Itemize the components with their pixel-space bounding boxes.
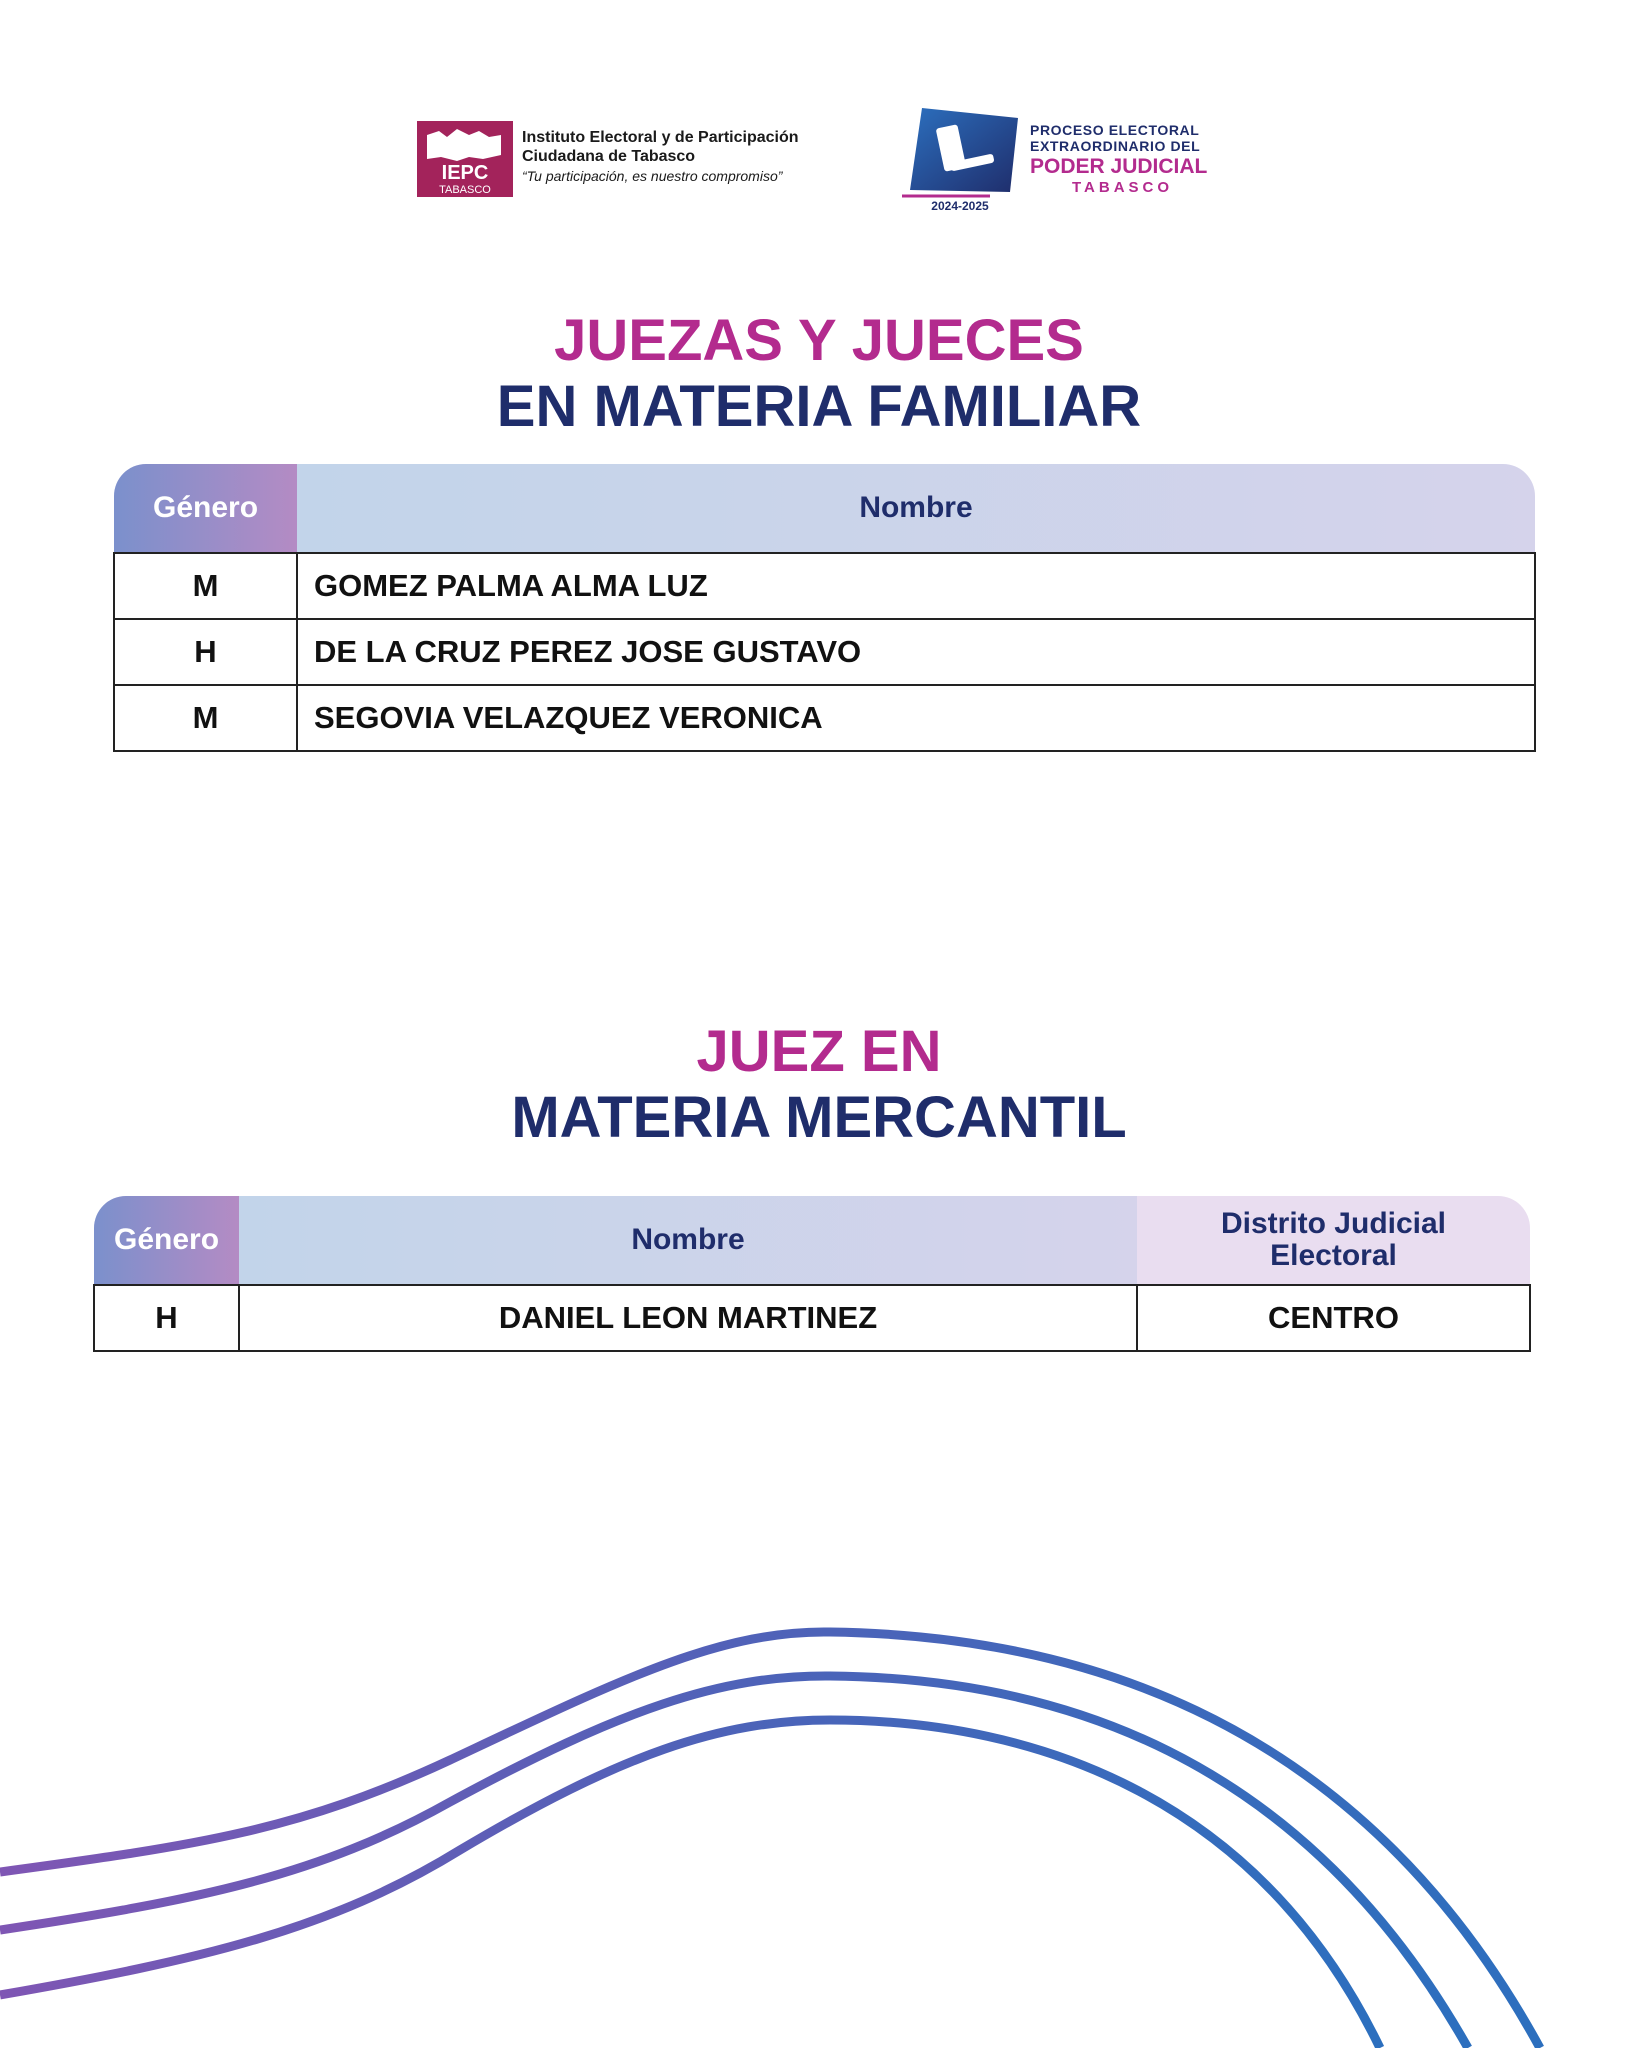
section2-title-line2: MATERIA MERCANTIL — [511, 1085, 1127, 1150]
iepc-badge-text: IEPC — [441, 162, 489, 184]
column-header-nombre: Nombre — [239, 1196, 1137, 1285]
table-row — [114, 619, 1535, 685]
cell-genero: H — [94, 1285, 239, 1351]
table-header-row — [94, 1196, 1530, 1285]
cell-distrito: CENTRO — [1137, 1285, 1530, 1351]
cell-nombre: SEGOVIA VELAZQUEZ VERONICA — [297, 685, 1535, 751]
iepc-slogan: “Tu participación, es nuestro compromiso” — [522, 168, 783, 184]
column-header-distrito-line1: Distrito Judicial — [1220, 1207, 1447, 1240]
section1-title-line2: EN MATERIA FAMILIAR — [496, 374, 1142, 439]
section1-title-line1: JUEZAS Y JUECES — [554, 308, 1084, 373]
process-line3: PODER JUDICIAL — [1030, 155, 1208, 178]
column-header-nombre: Nombre — [297, 464, 1535, 553]
column-header-distrito — [1137, 1196, 1530, 1285]
table-header-row — [114, 464, 1535, 553]
familiar-judges-table — [113, 464, 1536, 752]
process-name — [1030, 122, 1270, 196]
table-row — [114, 553, 1535, 619]
column-header-distrito-line2: Electoral — [1270, 1239, 1397, 1272]
gavel-logo — [900, 104, 1032, 214]
table-row — [94, 1285, 1530, 1351]
wave-line-1 — [0, 1632, 1540, 2048]
cell-genero: M — [114, 553, 297, 619]
iepc-name-line1: Instituto Electoral y de Participación — [522, 129, 799, 146]
cell-nombre: GOMEZ PALMA ALMA LUZ — [297, 553, 1535, 619]
section2-title — [0, 1019, 1638, 1151]
mercantil-judge-table — [93, 1196, 1531, 1352]
column-header-genero: Género — [94, 1196, 239, 1285]
cell-genero: M — [114, 685, 297, 751]
cell-nombre: DE LA CRUZ PEREZ JOSE GUSTAVO — [297, 619, 1535, 685]
iepc-name-line2: Ciudadana de Tabasco — [522, 148, 696, 165]
cell-nombre: DANIEL LEON MARTINEZ — [239, 1285, 1137, 1351]
process-line1: PROCESO ELECTORAL — [1030, 122, 1200, 138]
process-line2: EXTRAORDINARIO DEL — [1030, 138, 1201, 154]
process-line4: TABASCO — [1072, 179, 1174, 196]
section1-title — [0, 308, 1638, 440]
iepc-sub-text: TABASCO — [439, 184, 491, 196]
section2-title-line1: JUEZ EN — [696, 1019, 942, 1084]
column-header-genero: Género — [114, 464, 297, 553]
iepc-logo — [417, 121, 513, 197]
table-row — [114, 685, 1535, 751]
wave-line-3 — [0, 1720, 1380, 2048]
iepc-name — [522, 128, 842, 186]
process-years: 2024-2025 — [931, 199, 989, 213]
cell-genero: H — [114, 619, 297, 685]
decorative-waves — [0, 1560, 1638, 2048]
